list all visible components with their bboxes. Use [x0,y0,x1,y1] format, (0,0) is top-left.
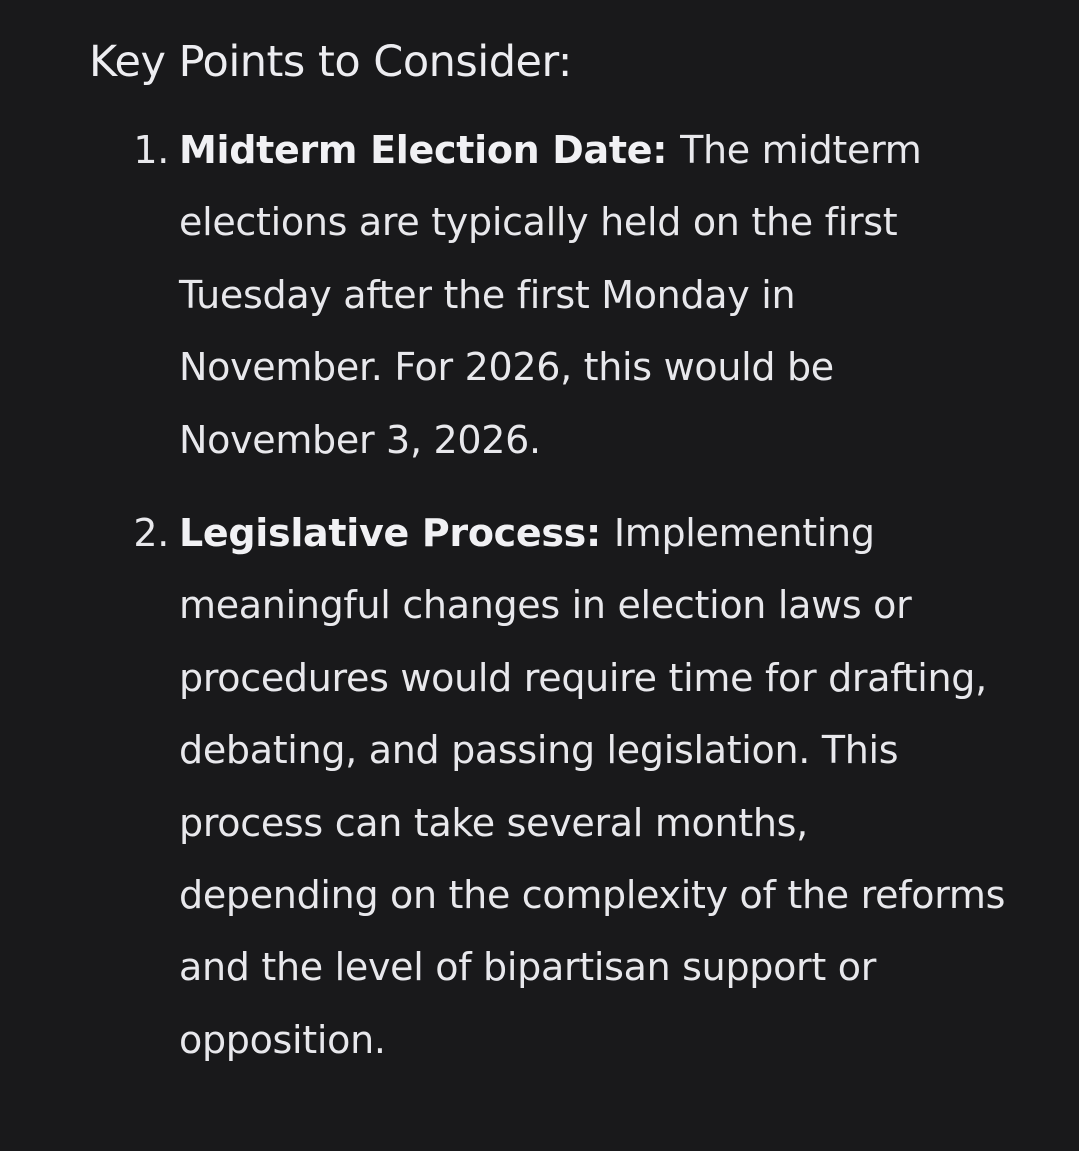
list-item-term: Midterm Election Date: [179,128,681,172]
section-heading: Key Points to Consider: [89,37,572,87]
list-item-number: 2. [133,511,169,556]
list-item-text: Implementing meaningful changes in election laws or procedures would require time for drafting, debating, and passing legislation. This process can take several months, depending on the complexity of the reforms and the level of bipartisan support or opposition. [179,511,1006,1062]
key-points-list [0,114,1079,1076]
list-item-term: Legislative Process: [179,511,614,556]
list-item-midterm-election-date [0,114,1079,476]
list-item-number: 1. [133,128,169,172]
list-item-text: The midterm elections are typically held on the first Tuesday after the first Monday in November. For 2026, this would be November 3, 2026. [179,128,922,462]
list-item-legislative-process [0,497,1079,1076]
